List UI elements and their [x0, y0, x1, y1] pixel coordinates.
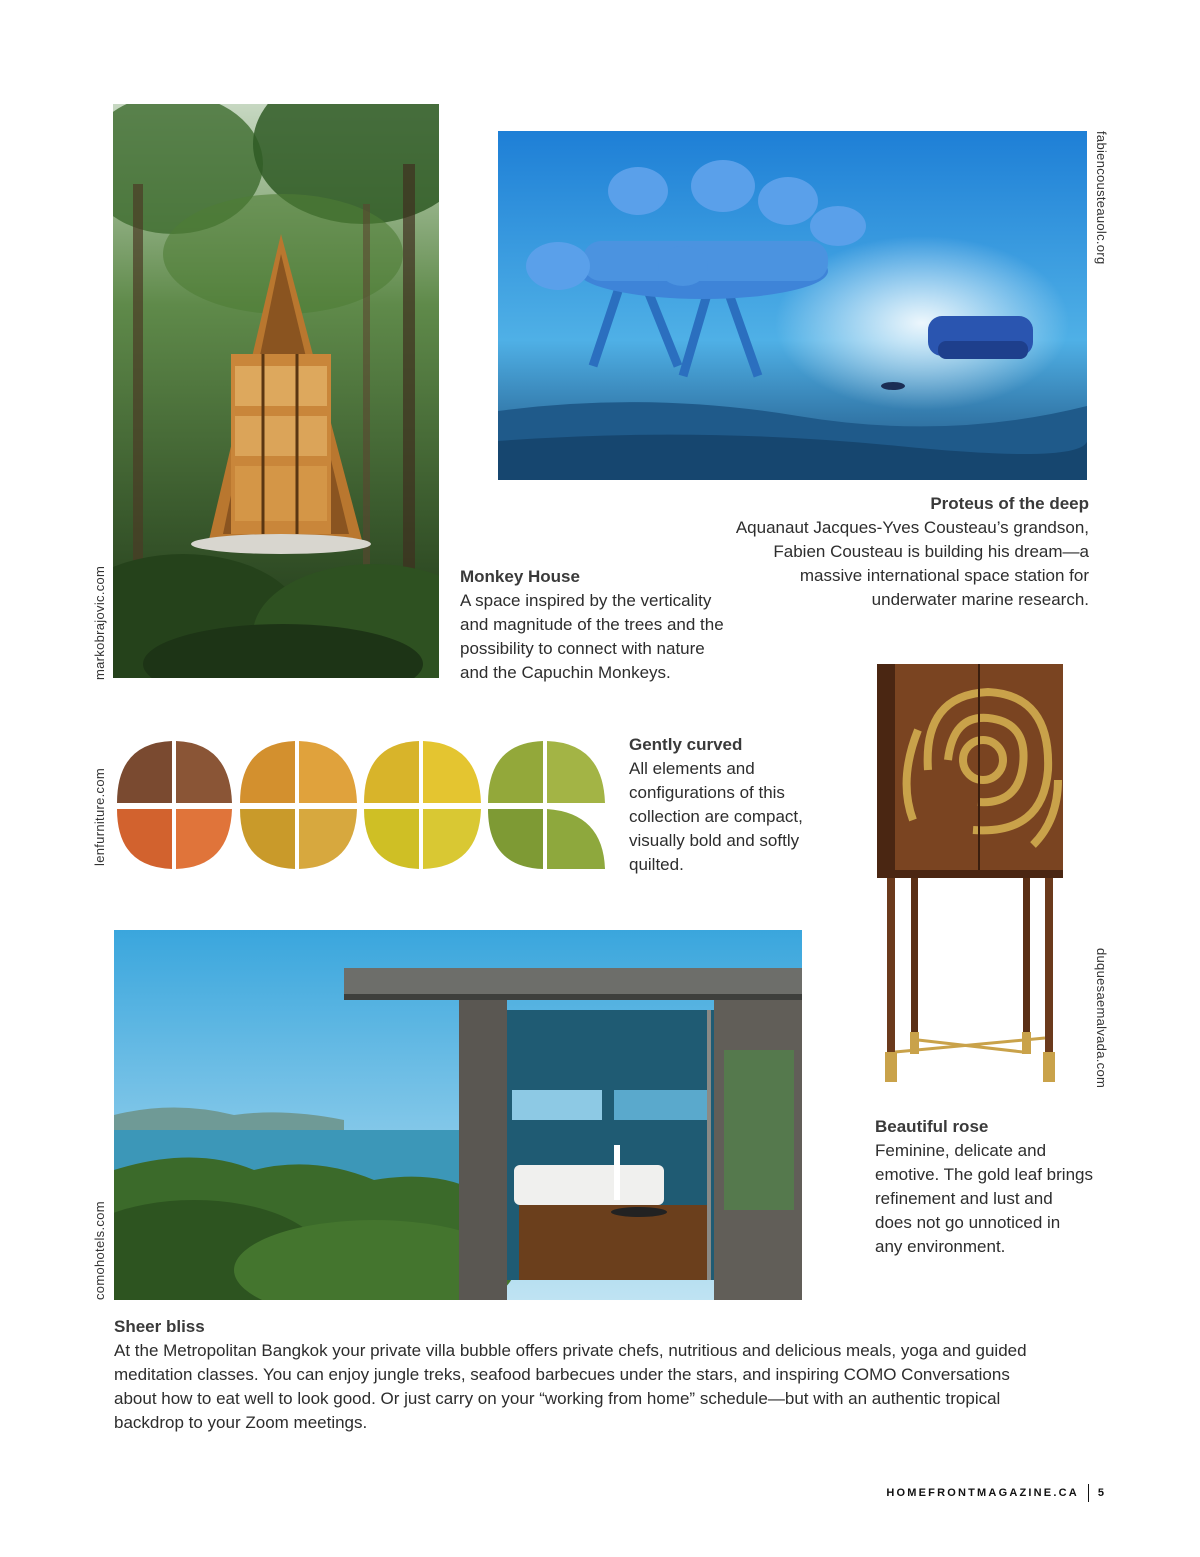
proteus-line: Aquanaut Jacques-Yves Cousteau’s grandson, [735, 518, 1089, 537]
sheer-bliss-caption [114, 1315, 1104, 1435]
sheer-bliss-line: backdrop to your Zoom meetings. [114, 1413, 368, 1432]
sheer-bliss-credit: comohotels.com [92, 1201, 107, 1300]
monkey-house-line: and magnitude of the trees and the [460, 615, 724, 634]
proteus-title: Proteus of the deep [930, 494, 1089, 513]
monkey-house-photo [113, 104, 439, 678]
gently-curved-line: visually bold and softly [629, 831, 800, 850]
gently-curved-photo [112, 733, 612, 883]
sheer-bliss-photo [114, 930, 802, 1300]
proteus-credit: fabiencousteauolc.org [1094, 131, 1109, 265]
monkey-house-title: Monkey House [460, 567, 580, 586]
proteus-photo [498, 131, 1087, 480]
magazine-url: HOMEFRONTMAGAZINE.CA [886, 1487, 1079, 1499]
sheer-bliss-line: At the Metropolitan Bangkok your private villa bubble offers private chefs, nutritious and delicious meals, yoga and guided [114, 1341, 1027, 1360]
monkey-house-line: and the Capuchin Monkeys. [460, 663, 671, 682]
gently-curved-line: quilted. [629, 855, 684, 874]
beautiful-rose-line: does not go unnoticed in [875, 1213, 1061, 1232]
proteus-line: Fabien Cousteau is building his dream—a [773, 542, 1089, 561]
monkey-house-line: A space inspired by the verticality [460, 591, 712, 610]
sheer-bliss-title: Sheer bliss [114, 1317, 205, 1336]
monkey-house-line: possibility to connect with nature [460, 639, 705, 658]
beautiful-rose-caption [875, 1115, 1125, 1259]
beautiful-rose-line: any environment. [875, 1237, 1006, 1256]
sheer-bliss-line: meditation classes. You can enjoy jungle treks, seafood barbecues under the stars, and inspiring COMO Conversations [114, 1365, 1010, 1384]
gently-curved-title: Gently curved [629, 735, 743, 754]
sheer-bliss-line: about how to eat well to look good. Or just carry on your “working from home” schedule—but with an authentic tropical [114, 1389, 1001, 1408]
proteus-line: underwater marine research. [871, 590, 1089, 609]
gently-curved-caption [629, 733, 849, 877]
beautiful-rose-line: emotive. The gold leaf brings [875, 1165, 1093, 1184]
rose-cabinet-credit: duquesaemalvada.com [1094, 948, 1109, 1089]
beautiful-rose-line: Feminine, delicate and [875, 1141, 1047, 1160]
rose-cabinet-photo [873, 660, 1073, 1090]
footer-divider [1088, 1484, 1089, 1502]
beautiful-rose-line: refinement and lust and [875, 1189, 1053, 1208]
gently-curved-line: configurations of this [629, 783, 785, 802]
beautiful-rose-title: Beautiful rose [875, 1117, 989, 1136]
proteus-line: massive international space station for [799, 566, 1089, 585]
monkey-house-credit: markobrajovic.com [92, 565, 107, 680]
page-number: 5 [1097, 1487, 1104, 1499]
monkey-house-caption [460, 565, 760, 685]
gently-curved-line: All elements and [629, 759, 755, 778]
page-footer [860, 1483, 1104, 1503]
gently-curved-line: collection are compact, [629, 807, 803, 826]
gently-curved-credit: lenfurniture.com [92, 767, 107, 866]
